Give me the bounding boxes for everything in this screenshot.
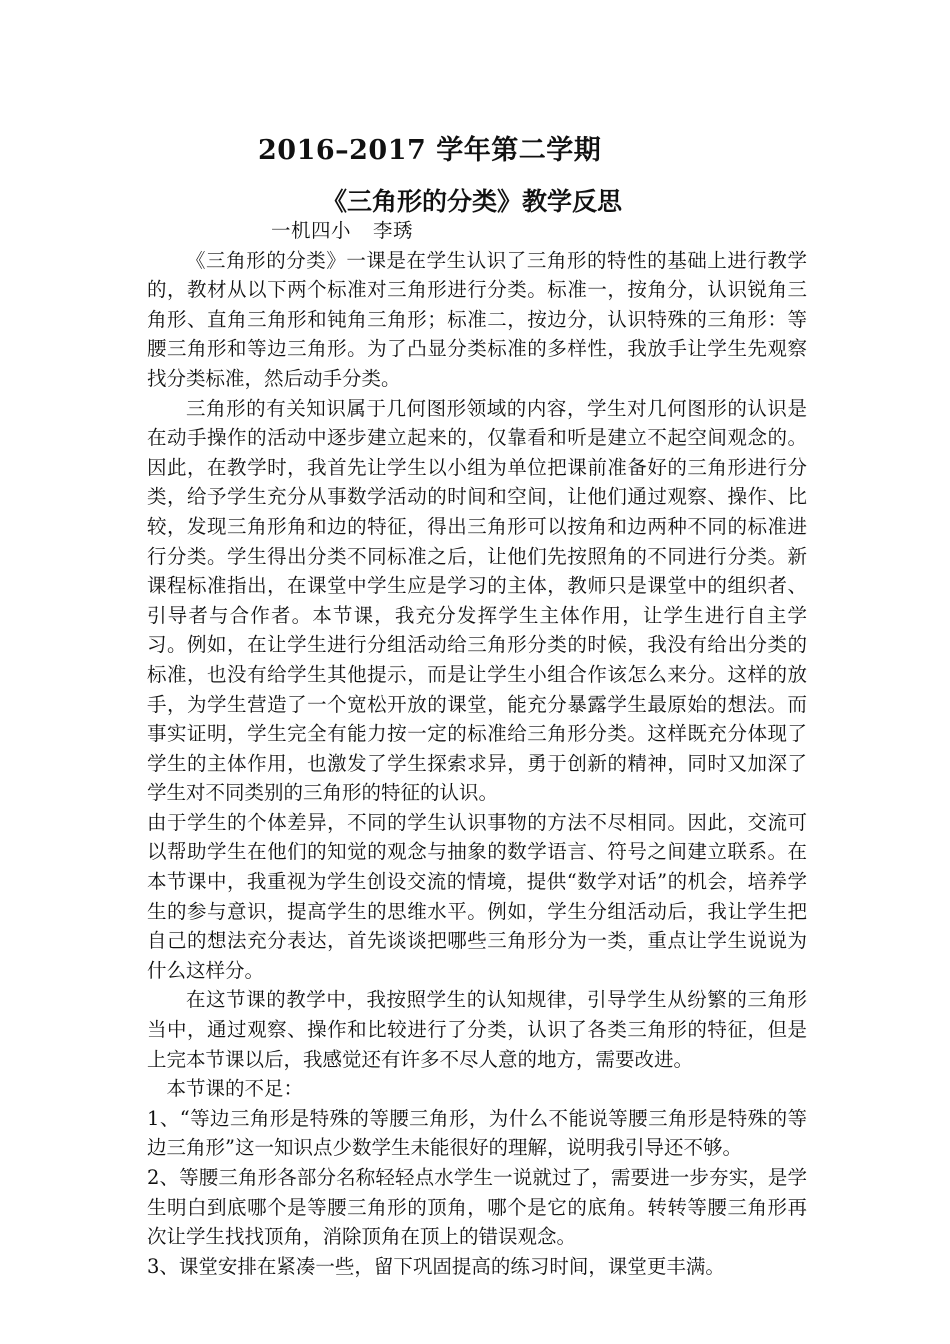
author-line xyxy=(147,216,807,246)
paragraph-method: 三角形的有关知识属于几何图形领域的内容，学生对几何图形的认识是在动手操作的活动中逐步建立起来的，仅靠看和听是建立不起空间观念的。因此，在教学时，我首先让学生以小组为单位把课前准备好的三角形进行分类，给予学生充分从事数学活动的时间和空间，让他们通过观察、操作、比较，发现三角形角和边的特征，得出三角形可以按角和边两种不同的标准进行分类。学生得出分类不同标准之后，让他们先按照角的不同进行分类。新课程标准指出，在课堂中学生应是学习的主体，教师只是课堂中的组织者、引导者与合作者。本节课，我充分发挥学生主体作用，让学生进行自主学习。例如，在让学生进行分组活动给三角形分类的时候，我没有给出分类的标准，也没有给学生其他提示，而是让学生小组合作该怎么来分。这样的放手，为学生营造了一个宽松开放的课堂，能充分暴露学生最原始的想法。而事实证明，学生完全有能力按一定的标准给三角形分类。这样既充分体现了学生的主体作用，也激发了学生探索求异，勇于创新的精神，同时又加深了学生对不同类别的三角形的特征的认识。 xyxy=(147,396,807,805)
document-subtitle: 《三角形的分类》教学反思 xyxy=(322,187,623,216)
shortcoming-item-3: 3、课堂安排在紧凑一些，留下巩固提高的练习时间，课堂更丰满。 xyxy=(147,1254,725,1278)
paragraph-communication: 由于学生的个体差异，不同的学生认识事物的方法不尽相同。因此，交流可以帮助学生在他们的知觉的观念与抽象的数学语言、符号之间建立联系。在本节课中，我重视为学生创设交流的情境，提供“数学对话”的机会，培养学生的参与意识，提高学生的思维水平。例如，学生分组活动后，我让学生把自己的想法充分表达，首先谈谈把哪些三角形分为一类，重点让学生说说为什么这样分。 xyxy=(147,810,807,982)
document-title: 2016–2017 学年第二学期 xyxy=(258,135,602,166)
shortcoming-item-1: 1、“等边三角形是特殊的等腰三角形，为什么不能说等腰三角形是特殊的等边三角形”这一知识点少数学生未能很好的理解，说明我引导还不够。 xyxy=(147,1106,807,1160)
author-name: 李琇 xyxy=(373,219,414,242)
paragraph-summary: 在这节课的教学中，我按照学生的认知规律，引导学生从纷繁的三角形当中，通过观察、操作和比较进行了分类，认识了各类三角形的特征，但是上完本节课以后，我感觉还有许多不尽人意的地方，需要改进。 xyxy=(147,988,807,1071)
paragraph-intro: 《三角形的分类》一课是在学生认识了三角形的特性的基础上进行教学的，教材从以下两个标准对三角形进行分类。标准一，按角分，认识锐角三角形、直角三角形和钝角三角形；标准二，按边分，认识特殊的三角形：等腰三角形和等边三角形。为了凸显分类标准的多样性，我放手让学生先观察找分类标准，然后动手分类。 xyxy=(147,248,807,390)
document-body xyxy=(147,216,807,1281)
shortcomings-heading: 本节课的不足： xyxy=(166,1077,304,1101)
author-school: 一机四小 xyxy=(271,219,352,242)
shortcoming-item-2: 2、等腰三角形各部分名称轻轻点水学生一说就过了，需要进一步夯实，是学生明白到底哪个是等腰三角形的顶角，哪个是它的底角。转转等腰三角形再次让学生找找顶角，消除顶角在顶上的错误观念。 xyxy=(147,1166,807,1249)
